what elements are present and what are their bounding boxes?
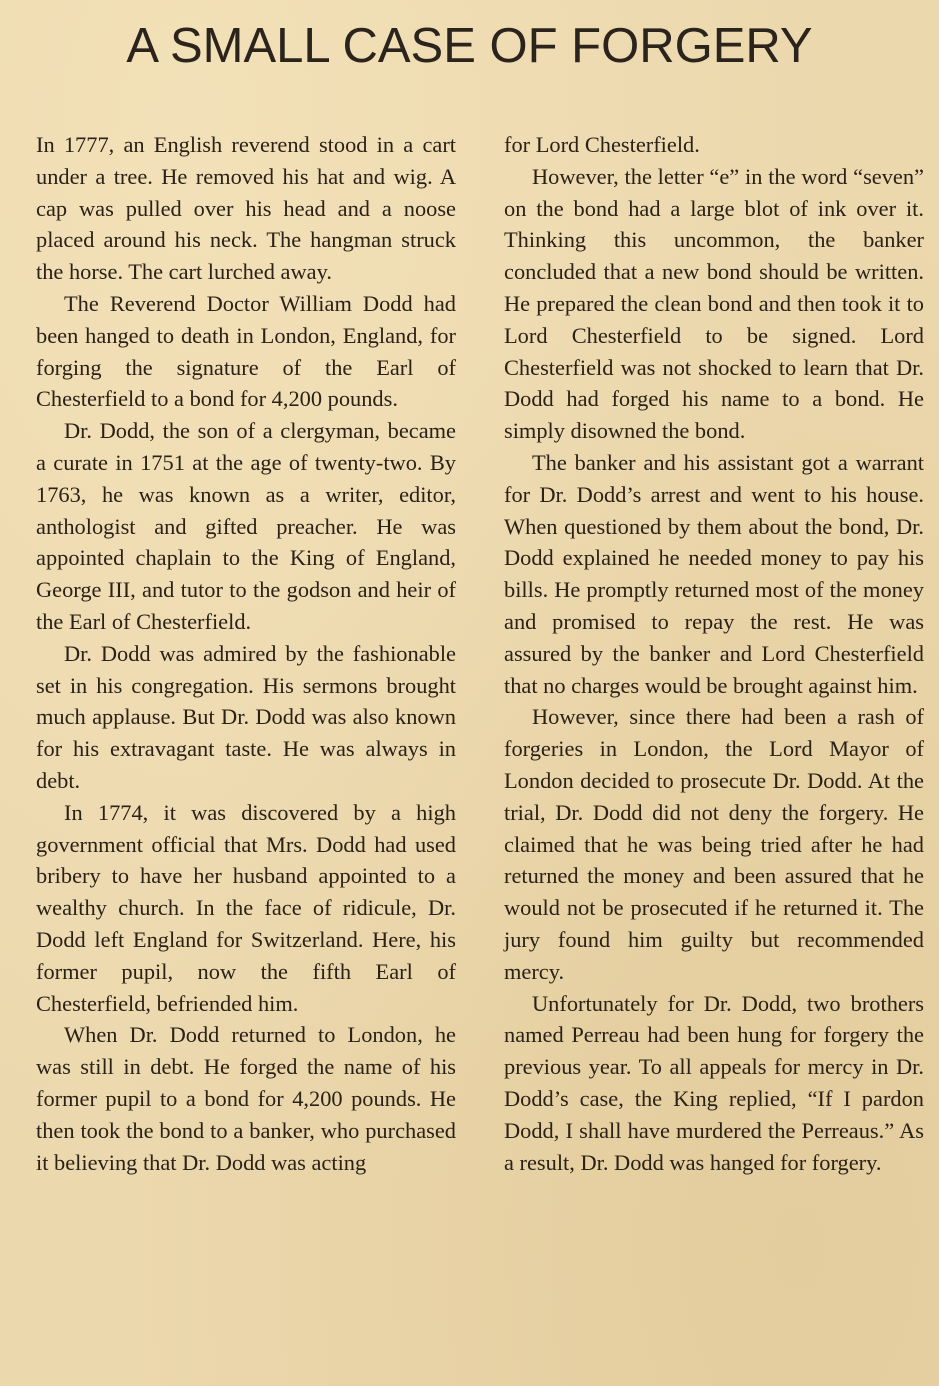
paragraph: However, since there had been a rash of forgeries in London, the Lord Mayor of London decided to prosecute Dr. Dodd. At the trial, Dr. Dodd did not deny the forgery. He claimed that he was being tried after he had returned the money and been assured that he would not be prosecuted if he returned it. The jury found him guilty but recommended mercy. <box>504 704 924 984</box>
paragraph-continuation: for Lord Chesterfield. <box>504 132 700 157</box>
paragraph: Dr. Dodd was admired by the fashionable set in his congregation. His sermons brought much applause. But Dr. Dodd was also known for his extravagant taste. He was always in debt. <box>36 640 456 793</box>
paragraph: Dr. Dodd, the son of a clergyman, became a curate in 1751 at the age of twenty-two. By 1763, he was known as a writer, editor, anthologist and gifted preacher. He was appointed chaplain to the King of England, George III, and tutor to the godson and heir of the Earl of Chesterfield. <box>36 418 456 634</box>
right-column <box>504 129 924 1178</box>
paragraph: The Reverend Doctor William Dodd had been hanged to death in London, England, for forging the signature of the Earl of Chesterfield to a bond for 4,200 pounds. <box>36 290 456 412</box>
article-headline: A SMALL CASE OF FORGERY <box>126 19 813 73</box>
paragraph: The banker and his assistant got a warrant for Dr. Dodd’s arrest and went to his house. When questioned by them about the bond, Dr. Dodd explained he needed money to pay his bills. He promptly returned most of the money and promised to repay the rest. He was assured by the banker and Lord Chesterfield that no charges would be brought against him. <box>504 449 924 698</box>
left-column <box>36 129 456 1178</box>
paragraph: Unfortunately for Dr. Dodd, two brothers named Perreau had been hung for forgery the previous year. To all appeals for mercy in Dr. Dodd’s case, the King replied, “If I pardon Dodd, I shall have murdered the Perreaus.” As a result, Dr. Dodd was hanged for forgery. <box>504 990 924 1175</box>
paragraph: In 1777, an English reverend stood in a cart under a tree. He removed his hat and wig. A cap was pulled over his head and a noose placed around his neck. The hangman struck the horse. The cart lurched away. <box>36 132 456 285</box>
paragraph: In 1774, it was discovered by a high government official that Mrs. Dodd had used bribery to have her husband appointed to a wealthy church. In the face of ridicule, Dr. Dodd left England for Switzerland. Here, his former pupil, now the fifth Earl of Chesterfield, befriended him. <box>36 799 456 1016</box>
paragraph: However, the letter “e” in the word “seven” on the bond had a large blot of ink over it. Thinking this uncommon, the banker concluded that a new bond should be written. He prepared the clean bond and then took it to Lord Chesterfield to be signed. Lord Chesterfield was not shocked to learn that Dr. Dodd had forged his name to a bond. He simply disowned the bond. <box>504 163 924 444</box>
paragraph: When Dr. Dodd returned to London, he was still in debt. He forged the name of his former pupil to a bond for 4,200 pounds. He then took the bond to a banker, who purchased it believing that Dr. Dodd was acting <box>36 1022 456 1175</box>
